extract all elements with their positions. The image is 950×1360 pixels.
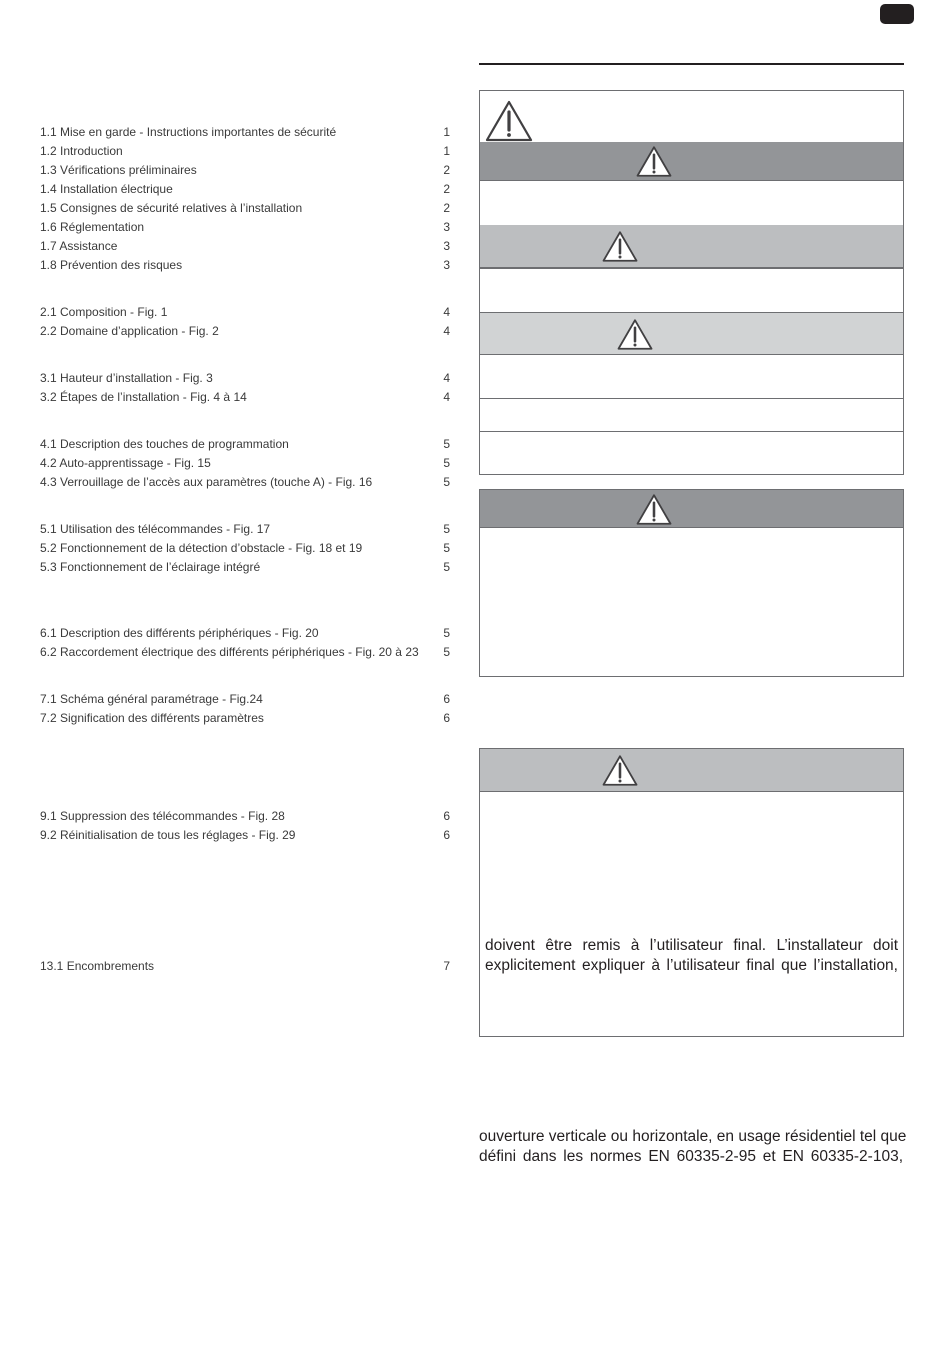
toc-entry[interactable] bbox=[40, 624, 452, 642]
toc-entry[interactable] bbox=[40, 690, 452, 708]
danger-band bbox=[480, 490, 903, 528]
safety-instructions-box bbox=[479, 90, 904, 475]
toc-entry-page: 5 bbox=[443, 560, 450, 574]
handover-warning-box bbox=[479, 748, 904, 1037]
toc-entry-label: 4.1 Description des touches de programmation bbox=[40, 437, 289, 451]
toc-entry[interactable] bbox=[40, 388, 452, 406]
warning-triangle-icon bbox=[485, 100, 533, 142]
toc-entry-label: 1.1 Mise en garde - Instructions importantes de sécurité bbox=[40, 125, 337, 139]
toc-entry[interactable] bbox=[40, 539, 452, 557]
box-divider bbox=[480, 431, 903, 432]
toc-entry-page: 3 bbox=[443, 239, 450, 253]
toc-entry-label: 13.1 Encombrements bbox=[40, 959, 155, 973]
toc-entry-page: 5 bbox=[443, 626, 450, 640]
toc-entry[interactable] bbox=[40, 237, 452, 255]
toc-entry-label: 2.1 Composition - Fig. 1 bbox=[40, 305, 168, 319]
toc-entry-label: 1.6 Réglementation bbox=[40, 220, 145, 234]
warning-triangle-icon bbox=[636, 493, 672, 526]
toc-entry-label: 5.1 Utilisation des télécommandes - Fig. 17 bbox=[40, 522, 271, 536]
toc-entry-page: 1 bbox=[443, 125, 450, 139]
toc-entry-label: 4.2 Auto-apprentissage - Fig. 15 bbox=[40, 456, 211, 470]
warning-triangle-icon bbox=[617, 318, 653, 351]
toc-entry[interactable] bbox=[40, 123, 452, 141]
toc-entry-page: 5 bbox=[443, 475, 450, 489]
toc-entry-page: 2 bbox=[443, 201, 450, 215]
toc-entry-label: 3.2 Étapes de l’installation - Fig. 4 à 14 bbox=[40, 390, 247, 404]
page-language-badge bbox=[880, 4, 914, 24]
toc-entry-page: 6 bbox=[443, 828, 450, 842]
warning-triangle-icon bbox=[602, 230, 638, 263]
warning-band bbox=[480, 225, 903, 268]
toc-entry[interactable] bbox=[40, 520, 452, 538]
toc-entry[interactable] bbox=[40, 558, 452, 576]
caution-band bbox=[480, 312, 903, 355]
box-divider bbox=[480, 268, 903, 269]
toc-entry-page: 6 bbox=[443, 692, 450, 706]
toc-entry[interactable] bbox=[40, 826, 452, 844]
toc-entry[interactable] bbox=[40, 199, 452, 217]
toc-entry[interactable] bbox=[40, 142, 452, 160]
warning-triangle-icon bbox=[602, 754, 638, 787]
toc-entry-label: 3.1 Hauteur d’installation - Fig. 3 bbox=[40, 371, 213, 385]
header-rule bbox=[479, 63, 904, 65]
warning-band bbox=[480, 749, 903, 792]
toc-entry-label: 1.7 Assistance bbox=[40, 239, 118, 253]
text-line: ouverture verticale ou horizontale, en usage résidentiel tel que bbox=[479, 1128, 907, 1145]
toc-entry-page: 2 bbox=[443, 182, 450, 196]
toc-entry-page: 5 bbox=[443, 456, 450, 470]
warning-triangle-icon bbox=[636, 145, 672, 178]
toc-entry-page: 5 bbox=[443, 437, 450, 451]
toc-entry-page: 6 bbox=[443, 809, 450, 823]
toc-entry[interactable] bbox=[40, 180, 452, 198]
toc-entry-label: 7.2 Signification des différents paramètres bbox=[40, 711, 264, 725]
toc-entry-label: 4.3 Verrouillage de l’accès aux paramètres (touche A) - Fig. 16 bbox=[40, 475, 373, 489]
toc-entry-label: 5.2 Fonctionnement de la détection d’obstacle - Fig. 18 et 19 bbox=[40, 541, 363, 555]
text-line: explicitement expliquer à l’utilisateur final que l’installation, bbox=[485, 957, 898, 974]
box-divider bbox=[480, 398, 903, 399]
toc-entry-page: 1 bbox=[443, 144, 450, 158]
toc-entry-page: 4 bbox=[443, 390, 450, 404]
toc-entry-page: 3 bbox=[443, 220, 450, 234]
warning-box bbox=[479, 489, 904, 677]
toc-entry[interactable] bbox=[40, 369, 452, 387]
toc-entry-label: 1.5 Consignes de sécurité relatives à l’installation bbox=[40, 201, 303, 215]
toc-entry-page: 5 bbox=[443, 541, 450, 555]
toc-entry-label: 9.2 Réinitialisation de tous les réglages - Fig. 29 bbox=[40, 828, 296, 842]
danger-band bbox=[480, 142, 903, 181]
handover-warning-text bbox=[485, 936, 898, 976]
toc-entry[interactable] bbox=[40, 218, 452, 236]
text-line: doivent être remis à l’utilisateur final. L’installateur doit bbox=[485, 937, 898, 954]
toc-entry-label: 9.1 Suppression des télécommandes - Fig. 28 bbox=[40, 809, 285, 823]
text-line: défini dans les normes EN 60335-2-95 et EN 60335-2-103, bbox=[479, 1148, 903, 1165]
toc-entry-page: 5 bbox=[443, 522, 450, 536]
toc-entry[interactable] bbox=[40, 473, 452, 491]
toc-entry-label: 7.1 Schéma général paramétrage - Fig.24 bbox=[40, 692, 263, 706]
toc-entry-label: 6.1 Description des différents périphériques - Fig. 20 bbox=[40, 626, 319, 640]
toc-entry-label: 1.8 Prévention des risques bbox=[40, 258, 183, 272]
toc-entry-page: 4 bbox=[443, 324, 450, 338]
toc-entry[interactable] bbox=[40, 322, 452, 340]
toc-entry-label: 6.2 Raccordement électrique des différents périphériques - Fig. 20 à 23 bbox=[40, 645, 419, 659]
toc-entry[interactable] bbox=[40, 957, 452, 975]
toc-entry-label: 1.3 Vérifications préliminaires bbox=[40, 163, 197, 177]
toc-entry[interactable] bbox=[40, 303, 452, 321]
toc-entry-page: 4 bbox=[443, 305, 450, 319]
toc-entry[interactable] bbox=[40, 454, 452, 472]
toc-entry-page: 5 bbox=[443, 645, 450, 659]
intro-paragraph bbox=[479, 1127, 907, 1167]
toc-entry-label: 1.2 Introduction bbox=[40, 144, 123, 158]
toc-entry-label: 5.3 Fonctionnement de l’éclairage intégré bbox=[40, 560, 261, 574]
toc-entry-page: 6 bbox=[443, 711, 450, 725]
toc-entry-page: 2 bbox=[443, 163, 450, 177]
toc-entry-label: 1.4 Installation électrique bbox=[40, 182, 173, 196]
toc-entry[interactable] bbox=[40, 807, 452, 825]
toc-entry[interactable] bbox=[40, 709, 452, 727]
toc-entry[interactable] bbox=[40, 256, 452, 274]
toc-entry[interactable] bbox=[40, 435, 452, 453]
toc-entry-page: 4 bbox=[443, 371, 450, 385]
toc-entry-page: 3 bbox=[443, 258, 450, 272]
toc-entry[interactable] bbox=[40, 161, 452, 179]
toc-entry[interactable] bbox=[40, 643, 452, 661]
toc-entry-page: 7 bbox=[443, 959, 450, 973]
toc-entry-label: 2.2 Domaine d’application - Fig. 2 bbox=[40, 324, 219, 338]
